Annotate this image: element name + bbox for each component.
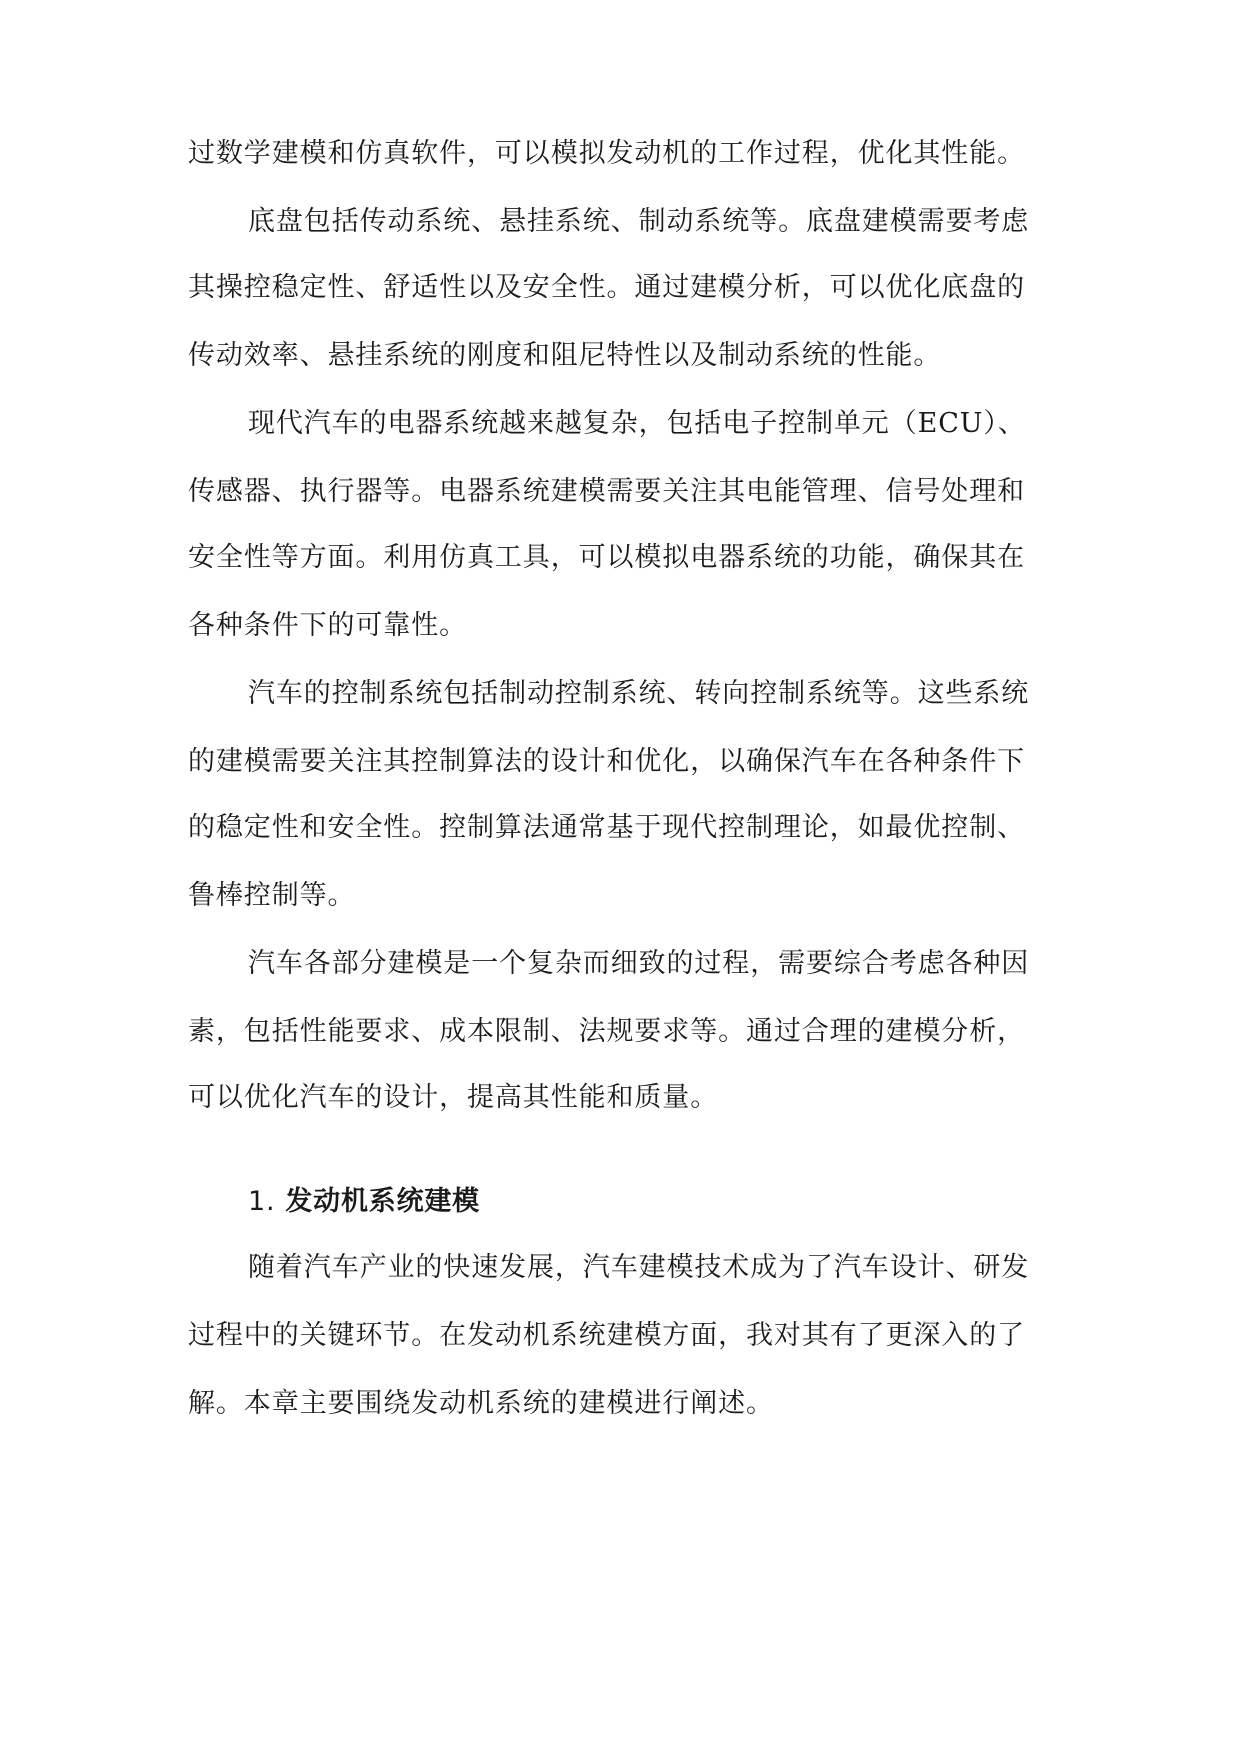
paragraph-line: 过程中的关键环节。在发动机系统建模方面，我对其有了更深入的了 — [188, 1320, 1025, 1351]
paragraph-line: 安全性等方面。利用仿真工具，可以模拟电器系统的功能，确保其在 — [188, 542, 1025, 573]
section-title: 发动机系统建模 — [285, 1186, 480, 1217]
paragraph-line: 各种条件下的可靠性。 — [188, 610, 467, 641]
paragraph-line: 的建模需要关注其控制算法的设计和优化，以确保汽车在各种条件下 — [188, 746, 1025, 777]
paragraph-line: 的稳定性和安全性。控制算法通常基于现代控制理论，如最优控制、 — [188, 812, 1025, 843]
paragraph-line: 汽车的控制系统包括制动控制系统、转向控制系统等。这些系统 — [248, 678, 1030, 709]
paragraph-line: 现代汽车的电器系统越来越复杂，包括电子控制单元（ECU）、 — [248, 408, 1026, 439]
section-heading — [248, 1184, 480, 1220]
paragraph-line: 随着汽车产业的快速发展，汽车建模技术成为了汽车设计、研发 — [248, 1252, 1030, 1283]
paragraph-line: 底盘包括传动系统、悬挂系统、制动系统等。底盘建模需要考虑 — [248, 206, 1030, 237]
paragraph-line: 可以优化汽车的设计，提高其性能和质量。 — [188, 1082, 719, 1113]
paragraph-line: 解。本章主要围绕发动机系统的建模进行阐述。 — [188, 1388, 774, 1419]
paragraph-line: 传动效率、悬挂系统的刚度和阻尼特性以及制动系统的性能。 — [188, 340, 942, 371]
paragraph-line: 传感器、执行器等。电器系统建模需要关注其电能管理、信号处理和 — [188, 476, 1025, 507]
paragraph-line: 素，包括性能要求、成本限制、法规要求等。通过合理的建模分析， — [188, 1016, 1025, 1047]
section-number: 1. — [248, 1186, 276, 1217]
paragraph-line: 过数学建模和仿真软件，可以模拟发动机的工作过程，优化其性能。 — [188, 138, 1025, 169]
paragraph-line: 其操控稳定性、舒适性以及安全性。通过建模分析，可以优化底盘的 — [188, 272, 1025, 303]
paragraph-line: 鲁棒控制等。 — [188, 880, 356, 911]
paragraph-line: 汽车各部分建模是一个复杂而细致的过程，需要综合考虑各种因 — [248, 948, 1030, 979]
